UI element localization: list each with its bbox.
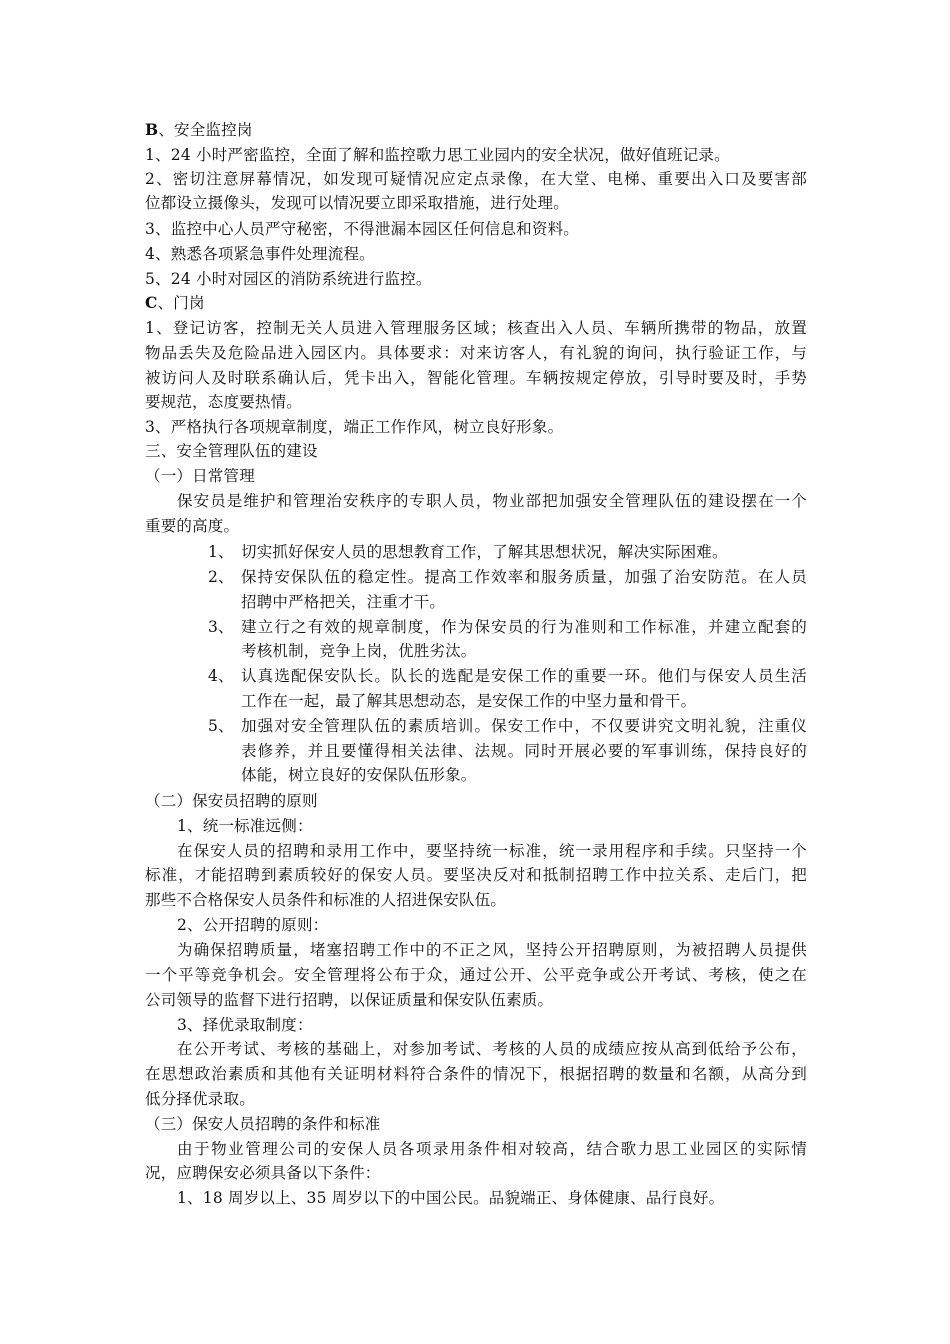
requirement-1: 1、18 周岁以上、35 周岁以下的中国公民。品貌端正、身体健康、品行良好。 bbox=[177, 1189, 725, 1207]
principle-1-title: 1、统一标准远侧： bbox=[177, 817, 313, 835]
list-item-4-line-2: 工作在一起，最了解其思想动态，是安保工作的中坚力量和骨干。 bbox=[241, 692, 697, 710]
list-item-5-line-1: 加强对安全管理队伍的素质培训。保安工作中，不仅要讲究文明礼貌，注重仪 bbox=[241, 717, 807, 735]
section-b-letter: B bbox=[145, 120, 159, 139]
subsection-2-heading: （二）保安员招聘的原则 bbox=[145, 792, 318, 810]
list-item-5-number: 5、 bbox=[208, 717, 234, 735]
principle-2-title: 2、公开招聘的原则： bbox=[177, 916, 329, 934]
principle-3-line-2: 在思想政治素质和其他有关证明材料符合条件的情况下，根据招聘的数量和名额，从高分到 bbox=[145, 1065, 807, 1083]
section-b-item-1: 1、24 小时严密监控，全面了解和监控歌力思工业园内的安全状况，做好值班记录。 bbox=[145, 146, 730, 164]
list-item-3-number: 3、 bbox=[208, 618, 234, 636]
subsection-1-intro-line-1: 保安员是维护和管理治安秩序的专职人员，物业部把加强安全管理队伍的建设摆在一个 bbox=[177, 492, 807, 510]
list-item-5-line-3: 体能，树立良好的安保队伍形象。 bbox=[241, 766, 477, 784]
list-item-3-line-1: 建立行之有效的规章制度，作为保安员的行为准则和工作标准，并建立配套的 bbox=[241, 618, 807, 636]
section-c-item-1-line-4: 要规范，态度要热情。 bbox=[145, 393, 303, 411]
principle-2-line-2: 一个平等竞争机会。安全管理将公布于众，通过公开、公平竞争或公开考试、考核，使之在 bbox=[145, 966, 807, 984]
section-b-heading bbox=[145, 117, 253, 143]
section-b-item-2-line-1: 2、密切注意屏幕情况，如发现可疑情况应定点录像，在大堂、电梯、重要出入口及要害部 bbox=[145, 170, 807, 188]
section-b-title: 、安全监控岗 bbox=[158, 121, 253, 139]
principle-2-line-1: 为确保招聘质量，堵塞招聘工作中的不正之风，坚持公开招聘原则，为被招聘人员提供 bbox=[177, 941, 807, 959]
part-3-heading: 三、安全管理队伍的建设 bbox=[145, 442, 318, 460]
list-item-2-line-2: 招聘中严格把关，注重才干。 bbox=[241, 593, 446, 611]
list-item-1-number: 1、 bbox=[208, 543, 234, 561]
list-item-4-line-1: 认真选配保安队长。队长的选配是安保工作的重要一环。他们与保安人员生活 bbox=[241, 667, 807, 685]
subsection-1-intro-line-2: 重要的高度。 bbox=[145, 517, 240, 535]
subsection-1-heading: （一）日常管理 bbox=[145, 467, 255, 485]
list-item-3-line-2: 考核机制，竞争上岗，优胜劣汰。 bbox=[241, 642, 477, 660]
principle-1-line-2: 标准，才能招聘到素质较好的保安人员。要坚决反对和抵制招聘工作中拉关系、走后门，把 bbox=[145, 866, 807, 884]
section-c-title: 、门岗 bbox=[157, 294, 205, 312]
section-c-item-1-line-3: 被访问人及时联系确认后，凭卡出入，智能化管理。车辆按规定停放，引导时要及时，手势 bbox=[145, 369, 807, 387]
section-b-item-3: 3、监控中心人员严守秘密，不得泄漏本园区任何信息和资料。 bbox=[145, 220, 579, 238]
section-c-letter: C bbox=[145, 293, 158, 312]
section-b-item-5: 5、24 小时对园区的消防系统进行监控。 bbox=[145, 270, 432, 288]
list-item-1-line-1: 切实抓好保安人员的思想教育工作，了解其思想状况，解决实际困难。 bbox=[241, 543, 728, 561]
section-b-item-2-line-2: 位都设立摄像头，发现可以情况要立即采取措施，进行处理。 bbox=[145, 194, 569, 212]
section-c-item-3: 3、严格执行各项规章制度，端正工作作风，树立良好形象。 bbox=[145, 418, 564, 436]
principle-1-line-3: 那些不合格保安人员条件和标准的人招进保安队伍。 bbox=[145, 891, 507, 909]
section-b-item-4: 4、熟悉各项紧急事件处理流程。 bbox=[145, 245, 375, 263]
principle-3-title: 3、择优录取制度： bbox=[177, 1016, 313, 1034]
subsection-3-intro-line-1: 由于物业管理公司的安保人员各项录用条件相对较高，结合歌力思工业园区的实际情 bbox=[177, 1140, 807, 1158]
section-c-item-1-line-1: 1、登记访客，控制无关人员进入管理服务区域；核查出入人员、车辆所携带的物品，放置 bbox=[145, 319, 807, 337]
subsection-3-heading: （三）保安人员招聘的条件和标准 bbox=[145, 1115, 381, 1133]
section-c-item-1-line-2: 物品丢失及危险品进入园区内。具体要求：对来访客人，有礼貌的询问，执行验证工作，与 bbox=[145, 344, 807, 362]
list-item-5-line-2: 表修养，并且要懂得相关法律、法规。同时开展必要的军事训练，保持良好的 bbox=[241, 742, 807, 760]
principle-1-line-1: 在保安人员的招聘和录用工作中，要坚持统一标准，统一录用程序和手续。只坚持一个 bbox=[177, 842, 807, 860]
section-c-heading bbox=[145, 290, 205, 316]
principle-3-line-3: 低分择优录取。 bbox=[145, 1090, 255, 1108]
list-item-2-number: 2、 bbox=[208, 568, 234, 586]
principle-3-line-1: 在公开考试、考核的基础上，对参加考试、考核的人员的成绩应按从高到低给予公布， bbox=[177, 1040, 807, 1058]
list-item-4-number: 4、 bbox=[208, 667, 234, 685]
principle-2-line-3: 公司领导的监督下进行招聘，以保证质量和保安队伍素质。 bbox=[145, 991, 554, 1009]
subsection-3-intro-line-2: 况，应聘保安必须具备以下条件： bbox=[145, 1164, 381, 1182]
list-item-2-line-1: 保持安保队伍的稳定性。提高工作效率和服务质量，加强了治安防范。在人员 bbox=[241, 568, 807, 586]
